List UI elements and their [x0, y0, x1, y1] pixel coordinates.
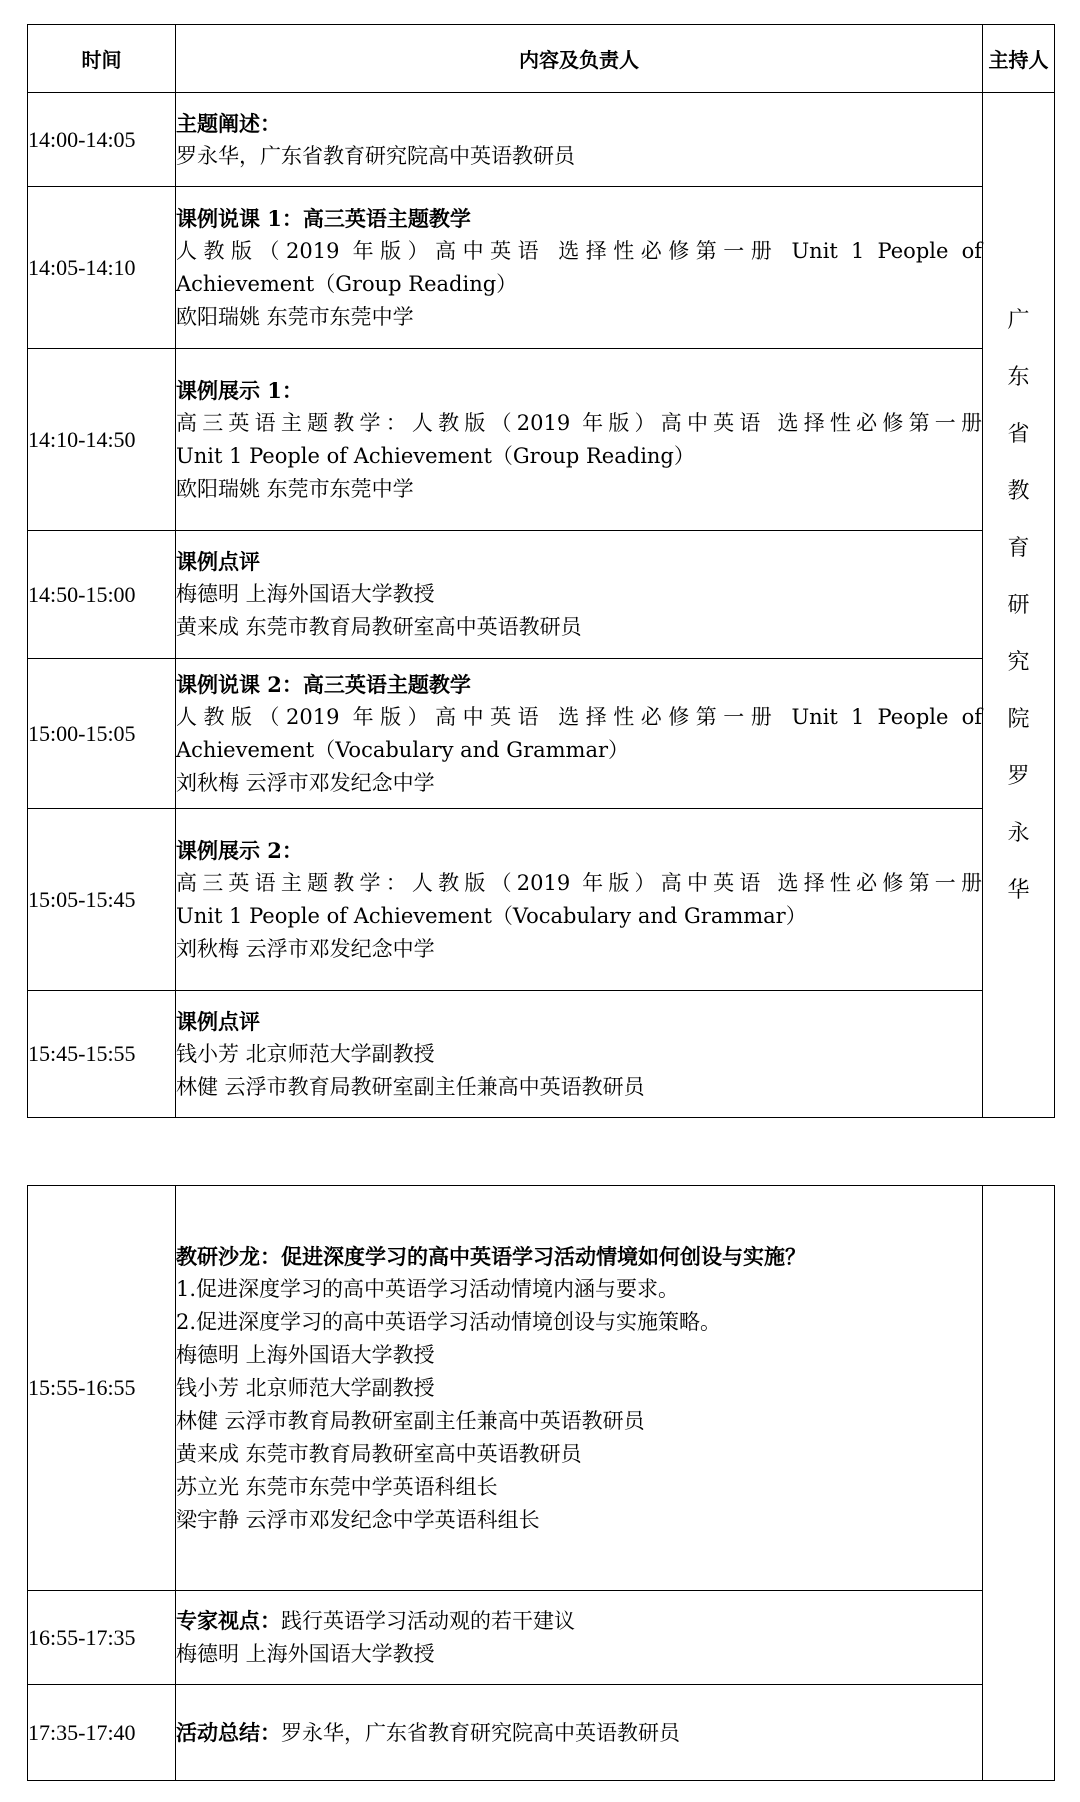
time-cell: 15:05-15:45 [28, 809, 176, 991]
item-title-line [176, 1604, 982, 1638]
item-line: 欧阳瑞姚 东莞市东莞中学 [176, 476, 414, 501]
item-title: 课例点评 [176, 549, 260, 574]
time-cell: 16:55-17:35 [28, 1591, 176, 1685]
host-name-vertical [983, 292, 1054, 919]
item-title-rest: 罗永华，广东省教育研究院高中英语教研员 [281, 1720, 680, 1745]
item-line: 2.促进深度学习的高中英语学习活动情境创设与实施策略。 [176, 1309, 722, 1334]
table-row [28, 187, 1055, 349]
item-line: 黄来成 东莞市教育局教研室高中英语教研员 [176, 1441, 582, 1466]
item-title: 课例说课 2：高三英语主题教学 [176, 671, 471, 697]
table-row [28, 659, 1055, 809]
item-title: 课例展示 2： [176, 837, 303, 863]
time-cell: 14:50-15:00 [28, 531, 176, 659]
content-cell [176, 531, 983, 659]
item-line: 人教版（2019 年版）高中英语 选择性必修第一册 Unit 1 People of [176, 704, 982, 729]
table-header-row [28, 25, 1055, 93]
item-line: 人教版（2019 年版）高中英语 选择性必修第一册 Unit 1 People of [176, 238, 982, 263]
item-title: 专家视点： [176, 1608, 281, 1633]
time-cell: 15:55-16:55 [28, 1186, 176, 1591]
content-cell [176, 1685, 983, 1781]
item-line: 1.促进深度学习的高中英语学习活动情境内涵与要求。 [176, 1276, 680, 1301]
item-line: 钱小芳 北京师范大学副教授 [176, 1041, 435, 1066]
table-row [28, 93, 1055, 187]
time-cell: 14:05-14:10 [28, 187, 176, 349]
item-line: Achievement（Group Reading） [176, 271, 518, 296]
header-host: 主持人 [983, 25, 1055, 93]
item-line: 高三英语主题教学：人教版（2019 年版）高中英语 选择性必修第一册 [176, 410, 982, 435]
host-char: 广 [1007, 307, 1030, 333]
time-cell: 15:45-15:55 [28, 991, 176, 1118]
item-title: 教研沙龙：促进深度学习的高中英语学习活动情境如何创设与实施？ [176, 1243, 806, 1269]
item-title-line [176, 1716, 982, 1750]
item-line: 林健 云浮市教育局教研室副主任兼高中英语教研员 [176, 1408, 645, 1433]
item-line: Unit 1 People of Achievement（Group Reading） [176, 443, 695, 468]
table-row [28, 531, 1055, 659]
table-row [28, 991, 1055, 1118]
item-line: 林健 云浮市教育局教研室副主任兼高中英语教研员 [176, 1074, 645, 1099]
time-cell: 14:00-14:05 [28, 93, 176, 187]
item-title: 主题阐述： [176, 110, 281, 136]
table-row [28, 1685, 1055, 1781]
item-title-rest: 践行英语学习活动观的若干建议 [281, 1609, 575, 1633]
time-cell: 15:00-15:05 [28, 659, 176, 809]
host-char: 永 [1007, 820, 1030, 846]
item-line: 罗永华，广东省教育研究院高中英语教研员 [176, 143, 575, 168]
item-line: 梅德明 上海外国语大学教授 [176, 1642, 435, 1666]
time-cell: 17:35-17:40 [28, 1685, 176, 1781]
host-char: 东 [1007, 364, 1030, 390]
content-cell [176, 809, 983, 991]
item-line: 刘秋梅 云浮市邓发纪念中学 [176, 936, 435, 961]
host-char: 教 [1007, 478, 1030, 504]
item-line: Unit 1 People of Achievement（Vocabulary and Grammar） [176, 903, 807, 928]
item-line: 梅德明 上海外国语大学教授 [176, 1342, 435, 1367]
header-content: 内容及负责人 [176, 25, 983, 93]
item-line: 苏立光 东莞市东莞中学英语科组长 [176, 1474, 498, 1499]
table-row [28, 809, 1055, 991]
host-char: 省 [1007, 421, 1030, 447]
content-cell [176, 93, 983, 187]
item-line: 刘秋梅 云浮市邓发纪念中学 [176, 770, 435, 795]
table-row [28, 349, 1055, 531]
host-cell-empty [983, 1186, 1055, 1781]
table-row [28, 1591, 1055, 1685]
host-char: 究 [1007, 649, 1030, 675]
table-row [28, 1186, 1055, 1591]
schedule-table-2 [27, 1185, 1055, 1781]
item-title: 课例点评 [176, 1008, 260, 1034]
header-time: 时间 [28, 25, 176, 93]
content-cell [176, 349, 983, 531]
item-line: 梁宇静 云浮市邓发纪念中学英语科组长 [176, 1507, 540, 1532]
content-cell [176, 187, 983, 349]
host-char: 罗 [1007, 763, 1030, 789]
item-line: 黄来成 东莞市教育局教研室高中英语教研员 [176, 615, 582, 639]
item-line: Achievement（Vocabulary and Grammar） [176, 737, 630, 762]
time-cell: 14:10-14:50 [28, 349, 176, 531]
item-line: 欧阳瑞姚 东莞市东莞中学 [176, 304, 414, 329]
item-title: 课例展示 1： [176, 377, 303, 403]
content-cell [176, 659, 983, 809]
item-line: 钱小芳 北京师范大学副教授 [176, 1375, 435, 1400]
item-title: 活动总结： [176, 1719, 281, 1745]
item-title: 课例说课 1：高三英语主题教学 [176, 205, 471, 231]
host-cell [983, 93, 1055, 1118]
host-char: 院 [1007, 706, 1030, 732]
host-char: 育 [1007, 535, 1030, 561]
host-char: 研 [1007, 592, 1030, 618]
host-char: 华 [1007, 877, 1030, 903]
content-cell [176, 1186, 983, 1591]
item-line: 梅德明 上海外国语大学教授 [176, 582, 435, 606]
content-cell [176, 1591, 983, 1685]
content-cell [176, 991, 983, 1118]
schedule-table-1 [27, 24, 1055, 1118]
item-line: 高三英语主题教学：人教版（2019 年版）高中英语 选择性必修第一册 [176, 870, 982, 895]
